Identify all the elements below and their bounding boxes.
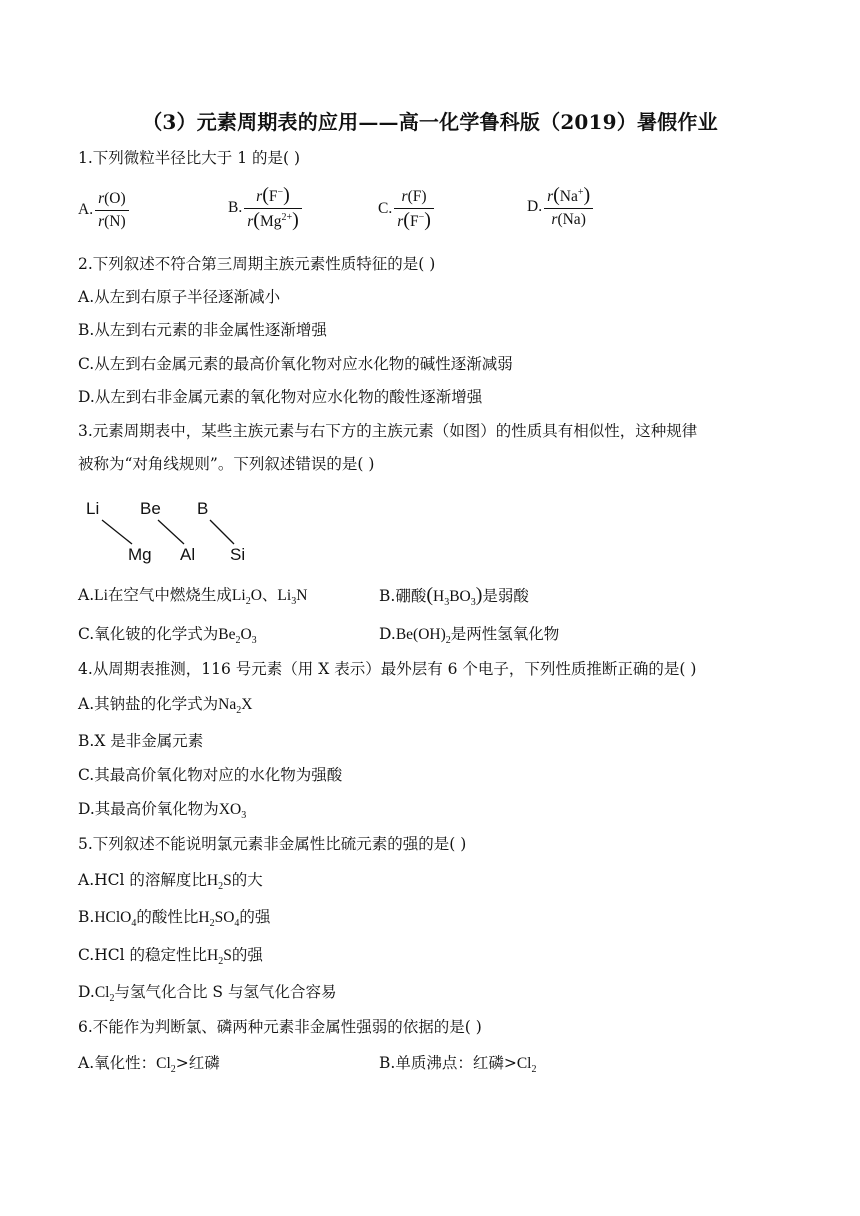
question-4-option-c: C.其最高价氧化物对应的水化物为强酸 <box>78 766 343 784</box>
question-4-option-d: D.其最高价氧化物为$XO_3$ <box>78 800 247 822</box>
question-4-stem: 4.从周期表推测，116 号元素（用 X 表示）最外层有 6 个电子，下列性质推断正确的是( ) <box>78 660 697 678</box>
element-li: Li <box>86 499 100 518</box>
question-3-option-b: B.硼酸$(H_3BO_3)$是弱酸 <box>379 584 529 609</box>
question-6-option-b: B.单质沸点：红磷$>Cl_2$ <box>379 1054 537 1076</box>
question-5-option-a: A.HCl 的溶解度比$H_2S$的大 <box>78 871 263 893</box>
question-2-option-d: D.从左到右非金属元素的氧化物对应水化物的酸性逐渐增强 <box>78 388 483 406</box>
question-5-stem: 5.下列叙述不能说明氯元素非金属性比硫元素的强的是( ) <box>78 835 467 853</box>
question-1-option-a: A. $\frac{r(O)}{r(N)}$ <box>78 188 129 233</box>
element-be: Be <box>140 499 161 518</box>
question-2-option-b: B.从左到右元素的非金属性逐渐增强 <box>78 321 327 339</box>
question-3-option-d: $D.Be(OH)_2$是两性氢氧化物 <box>379 625 560 647</box>
question-6-stem: 6.不能作为判断氯、磷两种元素非金属性强弱的依据的是( ) <box>78 1018 482 1036</box>
question-5-option-c: C.HCl 的稳定性比$H_2S$的强 <box>78 946 263 968</box>
question-1-stem: 1.下列微粒半径比大于 1 的是( ) <box>78 149 301 167</box>
question-3-option-a: A.Li在空气中燃烧生成$Li_2O$、$Li_3N$ <box>78 586 308 608</box>
question-3-option-c: C.氧化铍的化学式为$Be_2O_3$ <box>78 625 257 647</box>
element-b: B <box>197 499 209 518</box>
question-3-stem-line-1: 3.元素周期表中，某些主族元素与右下方的主族元素（如图）的性质具有相似性，这种规律 <box>78 422 698 440</box>
question-2-stem: 2.下列叙述不符合第三周期主族元素性质特征的是( ) <box>78 255 436 273</box>
question-1-option-b: B. $\frac{r(F^-)}{r(Mg^{2+})}$ <box>228 184 302 233</box>
question-5-option-d: $D.Cl_2$与氢气化合比 S 与氢气化合容易 <box>78 983 337 1005</box>
page-title: （3）元素周期表的应用——高一化学鲁科版（2019）暑假作业 <box>142 110 718 134</box>
question-6-option-a: A.氧化性：$Cl_2>$红磷 <box>78 1054 220 1076</box>
question-3-stem-line-2: 被称为“对角线规则”。下列叙述错误的是( ) <box>78 455 375 473</box>
question-2-option-a: A.从左到右原子半径逐渐减小 <box>78 288 281 306</box>
diagonal-line-be-al <box>158 520 184 544</box>
element-si: Si <box>230 545 246 564</box>
element-mg: Mg <box>128 545 152 564</box>
question-4-option-a: A.其钠盐的化学式为$Na_2X$ <box>78 695 253 717</box>
diagonal-line-li-mg <box>102 520 132 544</box>
question-2-option-c: C.从左到右金属元素的最高价氧化物对应水化物的碱性逐渐减弱 <box>78 355 513 373</box>
question-1-option-c: C. $\frac{r(F)}{r(F^-)}$ <box>378 186 434 233</box>
diagonal-line-b-si <box>210 520 234 544</box>
question-1-option-d: D. $\frac{r(Na^+)}{r(Na)}$ <box>527 184 593 231</box>
question-4-option-b: B.X 是非金属元素 <box>78 732 204 750</box>
element-al: Al <box>180 545 196 564</box>
question-5-option-b: B.HClO$_4$的酸性比$H_2SO_4$的强 <box>78 908 271 930</box>
diagonal-rule-diagram <box>80 494 280 574</box>
